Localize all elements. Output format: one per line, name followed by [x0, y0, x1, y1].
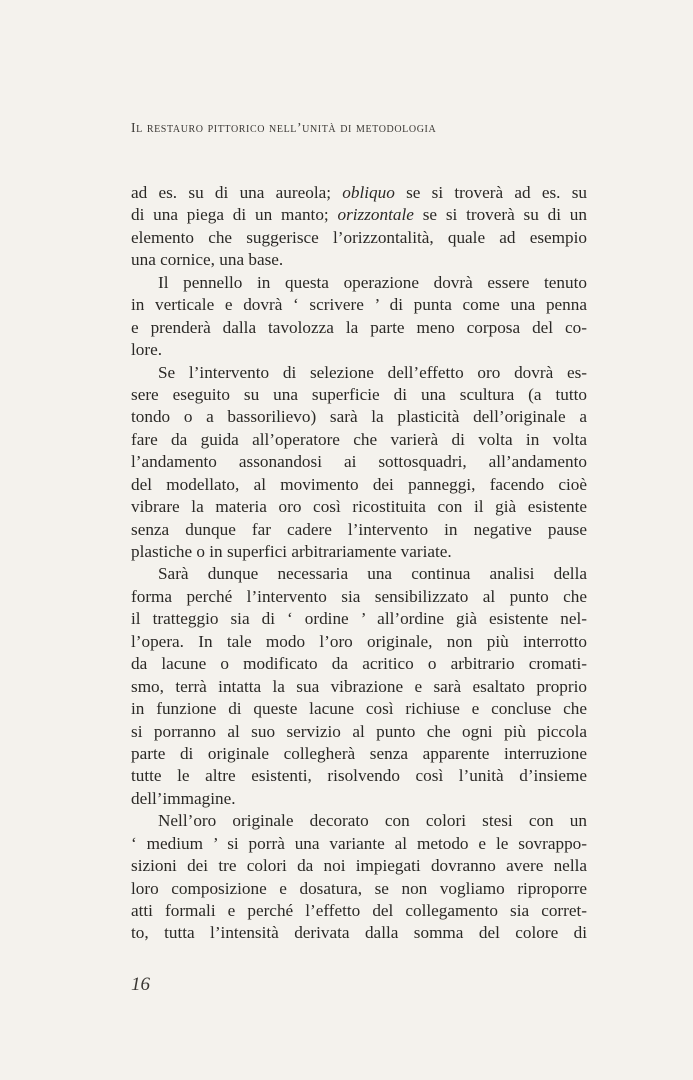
text-line: [131, 631, 587, 653]
text-run: plastiche o in superfici arbitrariamente variate.: [131, 542, 452, 561]
text-run: tondo o a bassorilievo) sarà la plasticità dell’originale a: [131, 407, 587, 427]
text-run: dell’immagine.: [131, 788, 236, 808]
text-line: [131, 272, 587, 294]
text-run: e prenderà dalla tavolozza la parte meno corposa del co-: [131, 317, 587, 337]
text-run: l’opera. In tale modo l’oro originale, non più interrotto: [131, 631, 587, 651]
text-line: [131, 922, 587, 944]
text-line: [131, 541, 587, 563]
text-line: [131, 810, 587, 832]
text-run: to, tutta l’intensità derivata dalla somma del colore di: [131, 923, 587, 943]
text-run: del modellato, al movimento dei panneggi, facendo cioè: [131, 474, 587, 494]
text-run: ‘ medium ’ si porrà una variante al metodo e le sovrappo-: [131, 833, 587, 853]
text-run: forma perché l’intervento sia sensibilizzato al punto che: [131, 586, 587, 606]
italic-term: orizzontale: [337, 205, 414, 225]
text-line: [131, 317, 587, 339]
page-number: 16: [131, 974, 150, 995]
text-line: [131, 878, 587, 900]
text-run: vibrare la materia oro così ricostituita con il già esistente: [131, 497, 587, 517]
text-run: atti formali e perché l’effetto del collegamento sia corret-: [131, 901, 587, 920]
text-run: da lacune o modificato da acritico o arbitrario cromati-: [131, 654, 587, 674]
text-run: elemento che suggerisce l’orizzontalità, quale ad esempio: [131, 227, 587, 247]
text-line: [131, 698, 587, 720]
text-line: [131, 855, 587, 877]
text-run: Se l’intervento di selezione dell’effetto oro dovrà es-: [158, 362, 587, 382]
text-line: [131, 339, 587, 361]
text-run: si porranno al suo servizio al punto che ogni più piccola: [131, 721, 587, 741]
text-run: l’andamento assonandosi ai sottosquadri, all’andamento: [131, 452, 587, 472]
running-head: Il restauro pittorico nell’unità di metodologia: [131, 120, 437, 135]
text-run: se si troverà su di un: [413, 205, 587, 225]
text-line: [131, 384, 587, 406]
text-line: [131, 204, 587, 226]
text-line: [131, 765, 587, 787]
text-run: Il pennello in questa operazione dovrà essere tenuto: [158, 272, 587, 292]
text-run: una cornice, una base.: [131, 250, 284, 270]
text-run: Sarà dunque necessaria una continua analisi della: [158, 564, 587, 584]
text-line: [131, 586, 587, 608]
text-run: se si troverà ad es. su: [394, 183, 587, 202]
text-run: in verticale e dovrà ‘ scrivere ’ di punta come una penna: [131, 295, 587, 315]
text-run: di una piega di un manto;: [131, 205, 338, 225]
text-line: [131, 743, 587, 765]
text-run: fare da guida all’operatore che varierà di volta in volta: [131, 429, 587, 449]
text-line: [131, 182, 587, 204]
text-line: [131, 406, 587, 428]
text-line: [131, 721, 587, 743]
text-run: ad es. su di una aureola;: [131, 183, 343, 202]
text-run: tutte le altre esistenti, risolvendo così l’unità d’insieme: [131, 766, 587, 786]
text-line: [131, 788, 587, 810]
text-line: [131, 429, 587, 451]
text-line: [131, 519, 587, 541]
text-line: [131, 474, 587, 496]
text-line: [131, 451, 587, 473]
text-run: lore.: [131, 340, 163, 360]
text-line: [131, 227, 587, 249]
text-line: [131, 249, 587, 271]
text-line: [131, 294, 587, 316]
text-run: senza dunque far cadere l’intervento in negative pause: [131, 519, 587, 539]
text-line: [131, 900, 587, 922]
text-line: [131, 563, 587, 585]
text-line: [131, 362, 587, 384]
text-run: smo, terrà intatta la sua vibrazione e sarà esaltato proprio: [131, 676, 587, 696]
text-run: parte di originale collegherà senza apparente interruzione: [131, 743, 587, 763]
text-line: [131, 653, 587, 675]
text-line: [131, 496, 587, 518]
text-line: [131, 676, 587, 698]
text-run: il tratteggio sia di ‘ ordine ’ all’ordine già esistente nel-: [131, 609, 587, 629]
text-run: sere eseguito su una superficie di una scultura (a tutto: [131, 384, 587, 404]
text-run: Nell’oro originale decorato con colori stesi con un: [158, 811, 587, 831]
italic-term: obliquo: [342, 183, 395, 202]
text-run: loro composizione e dosatura, se non vogliamo riproporre: [131, 878, 587, 898]
text-line: [131, 608, 587, 630]
text-run: in funzione di queste lacune così richiuse e concluse che: [131, 699, 587, 719]
body-text: [131, 182, 587, 945]
text-line: [131, 833, 587, 855]
text-run: sizioni dei tre colori da noi impiegati dovranno avere nella: [131, 856, 587, 876]
